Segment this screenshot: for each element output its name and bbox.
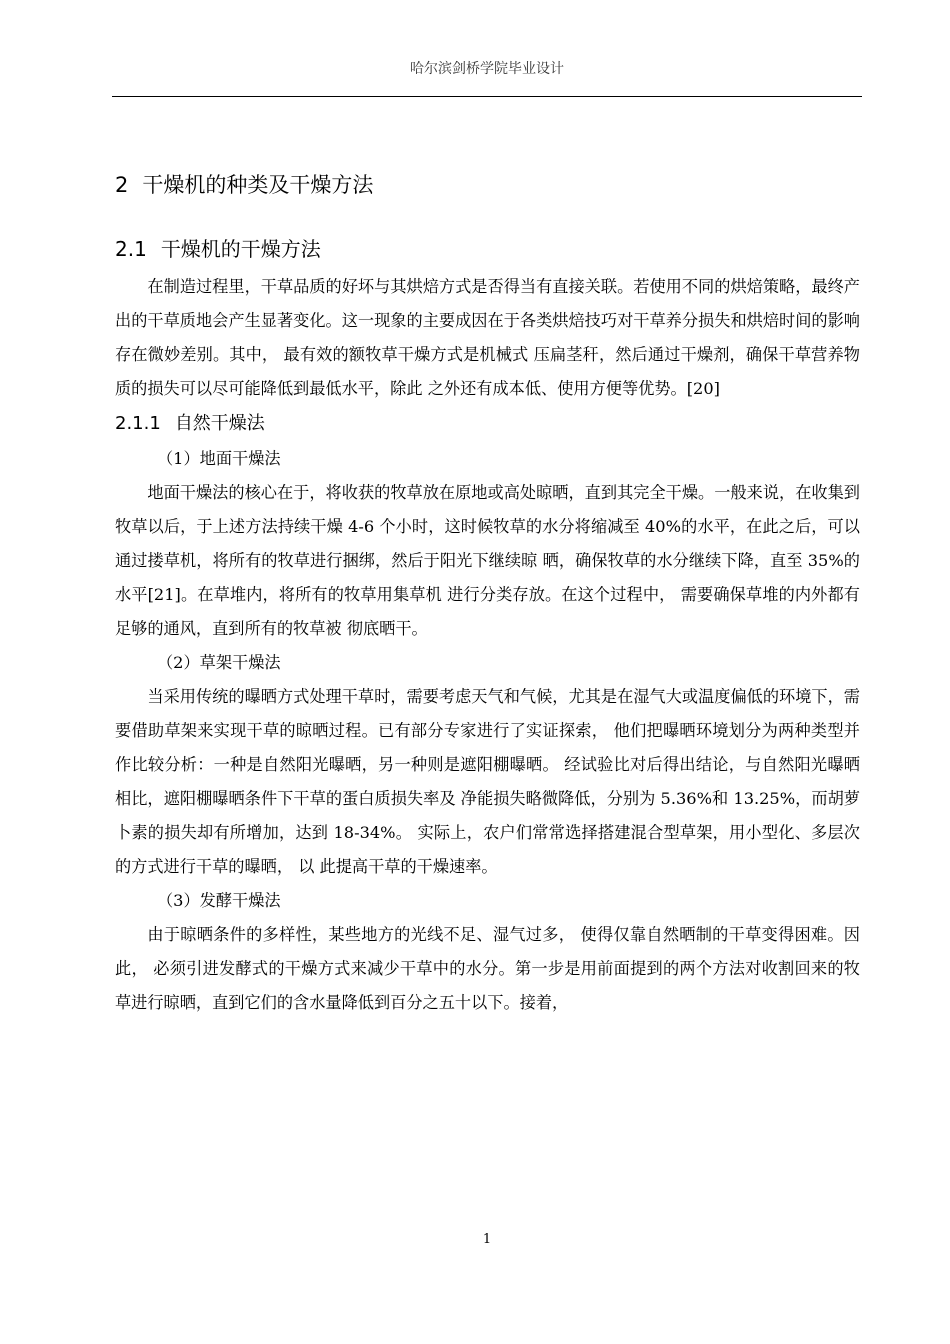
subsection-title: 自然干燥法 [174,413,265,434]
document-body [115,170,860,1020]
subsection-heading [115,408,860,440]
chapter-title: 干燥机的种类及干燥方法 [142,173,374,197]
page-header: 哈尔滨剑桥学院毕业设计 [410,61,564,77]
method-1-label: （1）地面干燥法 [157,449,281,468]
chapter-heading [115,170,860,200]
intro-paragraph: 在制造过程里，干草品质的好坏与其烘焙方式是否得当有直接关联。若使用不同的烘焙策略，最终产出的干草质地会产生显著变化。这一现象的主要成因在于各类烘焙技巧对干草养分损失和烘焙时间的影响存在微妙差别。其中， 最有效的额牧草干燥方式是机械式 压扁茎秆，然后通过干燥剂，确保干草营养物质的损失可以尽可能降低到最低水平，除此 之外还有成本低、使用方便等优势。[20] [115,277,860,398]
method-2-label: （2）草架干燥法 [157,653,281,672]
header-divider [112,96,862,97]
method-3-paragraph: 由于晾晒条件的多样性，某些地方的光线不足、湿气过多， 使得仅靠自然晒制的干草变得困难。因此， 必须引进发酵式的干燥方式来减少干草中的水分。第一步是用前面提到的两个方法对收割回来的牧草进行晾晒，直到它们的含水量降低到百分之五十以下。接着， [115,925,860,1012]
section-title: 干燥机的干燥方法 [160,237,321,261]
section-heading [115,234,860,264]
page-number: 1 [482,1232,492,1247]
chapter-number: 2 [115,173,129,197]
method-3-label: （3）发酵干燥法 [157,891,281,910]
method-1-paragraph: 地面干燥法的核心在于，将收获的牧草放在原地或高处晾晒，直到其完全干燥。一般来说，在收集到牧草以后，于上述方法持续干燥 4-6 个小时，这时候牧草的水分将缩减至 40%的水平，在此之后，可以通过搂草机，将所有的牧草进行捆绑，然后于阳光下继续晾 晒，确保牧草的水分继续下降，直至 35%的水平[21]。在草堆内，将所有的牧草用集草机 进行分类存放。在这个过程中， 需要确保草堆的内外都有足够的通风，直到所有的牧草被 彻底晒干。 [115,483,860,638]
subsection-number: 2.1.1 [115,413,161,434]
method-2-paragraph: 当采用传统的曝晒方式处理干草时，需要考虑天气和气候，尤其是在湿气大或温度偏低的环境下，需要借助草架来实现干草的晾晒过程。已有部分专家进行了实证探索， 他们把曝晒环境划分为两种类型并作比较分析：一种是自然阳光曝晒，另一种则是遮阳棚曝晒。 经试验比对后得出结论，与自然阳光曝晒相比，遮阳棚曝晒条件下干草的蛋白质损失率及 净能损失略微降低，分别为 5.36%和 13.25%，而胡萝卜素的损失却有所增加，达到 18-34%。 实际上，农户们常常选择搭建混合型草架，用小型化、多层次的方式进行干草的曝晒， 以 此提高干草的干燥速率。 [115,687,860,876]
section-number: 2.1 [115,237,147,261]
